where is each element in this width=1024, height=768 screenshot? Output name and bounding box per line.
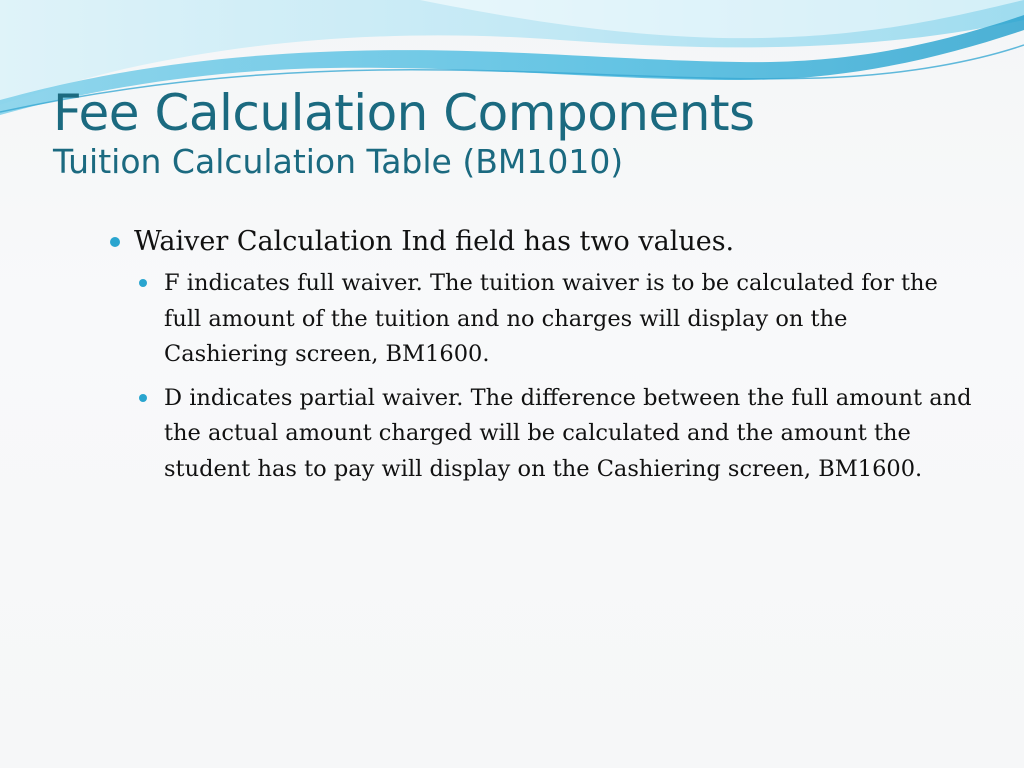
bullet-dot-icon	[110, 237, 120, 247]
sub-bullet-item	[138, 381, 978, 488]
sub-bullet-item	[138, 266, 978, 373]
title-block	[53, 82, 993, 182]
bullet-dot-icon	[139, 279, 147, 287]
sub-bullet-text: F indicates full waiver. The tuition waiver is to be calculated for the full amount of the tuition and no charges will display on the Cashiering screen, BM1600.	[164, 270, 938, 367]
sub-bullet-text: D indicates partial waiver. The difference between the full amount and the actual amount charged will be calculated and the amount the student has to pay will display on the Cashiering screen, BM1600.	[164, 384, 972, 482]
slide-content	[108, 222, 978, 495]
slide-subtitle: Tuition Calculation Table (BM1010)	[53, 142, 624, 181]
sub-bullet-list	[108, 266, 978, 487]
bullet-item	[108, 222, 978, 262]
bullet-text: Waiver Calculation Ind field has two values.	[134, 226, 735, 257]
slide-title: Fee Calculation Components	[53, 84, 755, 142]
bullet-dot-icon	[139, 394, 147, 402]
